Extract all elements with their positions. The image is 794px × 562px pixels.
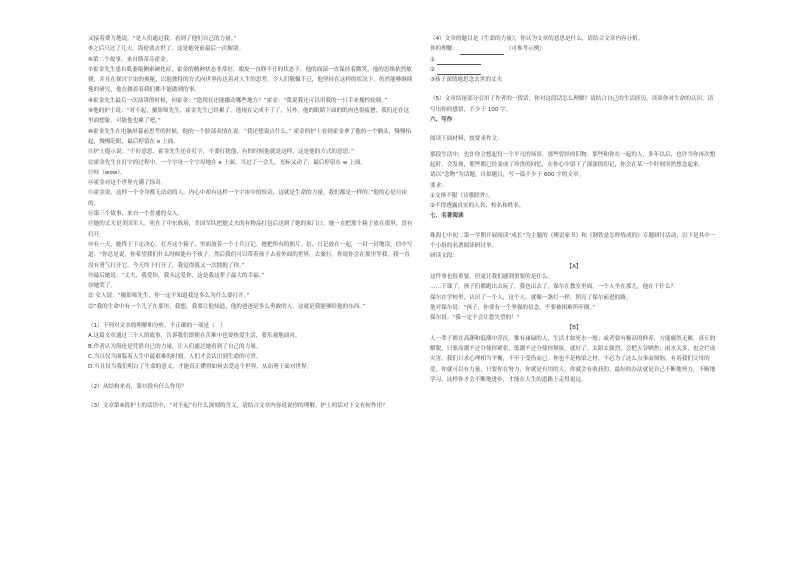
answer-blank: [437, 68, 481, 75]
passage-a-line: ……下课了，孩子们都跑出去玩了，我也出去了。保尔在教室里面，一个人坐在那儿，他在干什么？: [430, 284, 677, 291]
option-c: C.当且仅当面临着人生中最艰难的时刻，人们才会认识到生命的可贵。: [88, 353, 262, 360]
writing-prompt-intro: 阅读下面材料，按要求作文：: [430, 136, 503, 143]
paragraph: ⑬哇（wow）。: [88, 169, 126, 176]
paragraph: ㉒“我的生命中有一个儿子在那里，我想，我要让他知道，他的爸爸是多么勇敢的人，这就是我能够给他的东西。”: [88, 303, 366, 310]
paragraph: ⑭霍金对这个世界充满了惊奇。: [88, 180, 167, 187]
paragraph: ⑳她哭了。: [88, 283, 116, 290]
paragraph: ㉑ 女人说：“摄影师先生，你一定不知道我是多么为什么要打开。”: [88, 293, 250, 300]
writing-prompt-requirement: 请以“念物”为话题，自拟题目，写一篇不少于 600 字的文章。: [430, 172, 585, 179]
option-b: B.作者认为海伦是凭借自己的力量，让人们通过她看到了自己的力量。: [88, 343, 262, 350]
answer-blank: [437, 58, 481, 65]
section-writing-title: 六、写作: [430, 117, 453, 124]
option-a: A.这篇文章通过三个人的故事，告诉我们即便在苦难中也要热爱生活，要乐观地面对。: [88, 333, 301, 340]
passage-a-line: 保尔说：“我一定不会让您失望的！”: [430, 315, 520, 322]
paragraph: ⑦霍金先生患有肌萎缩侧索硬化症，霍金的精神状态非常好，眼皮一直睁不开的状态下，他的面部一直保持着微笑，他的思维依然敏捷，并且在探讨宇宙的奥秘，以他独特的方式向世界传达着对人生的思考，令人们敬佩不已，他坚持在这样的状况下，仍然能够继续他的研究，他在做着着我们都不能做到的事。: [88, 66, 413, 94]
passage-a-label: 【A】: [566, 263, 582, 270]
answer-line: [430, 44, 718, 54]
writing-prompt-text: 那段生活中，也许你会想起每一个平凡的场景，那些曾经的旧物、那些和你在一起的人，多年以后，也许当你再次想起时，会发现，那些都已经变成了珍贵的回忆，在你心中留下了深深的印记，你会在某一个时刻突然想念起来。: [430, 151, 716, 168]
answer-item: ③孩子深情地思念去世的丈夫: [430, 77, 503, 84]
requirement-item: ①文体不限（诗歌除外）。: [430, 192, 494, 199]
paragraph: ⑮霍金说，这样一个全身都无法动的人，内心中却有这样一个宇宙中的惊奇，这就是生命的力量，我们都是一样的。”他的心是自由的。: [88, 190, 407, 207]
answer-note: （可参考示例）: [505, 46, 545, 53]
left-column: [88, 34, 414, 411]
paragraph: ⑰她的丈夫是美国军人，死在了中东战场，美国军队把她丈夫的有物品打包后送到了她的家门口，她一直把那个箱子放在那里，没有打开。: [88, 221, 413, 238]
question-1: （1）下列对文章的理解和分析，不正确的一项是（ ）: [88, 323, 226, 330]
section-reading-title: 七、名著阅读: [430, 213, 464, 220]
passage-b-text: 人一辈子都在高潮和低潮中浮沉，惟有庸碌的人，生活才如死水一般；或者要有极高的修养，方能廓然无累，真正的解脱。只要高潮不过分使你紧张，低潮不过分使你颓废，就好了。太阳太强烈，会把五谷晒焦；雨水太多，也会烂成灾害。我们只求心理相当平衡，不至于受伤而已。你也不是栋梁之材，不必为了这么点事而烦恼，有着我们父母的爱，你就可以有力量，只要你在努力，你就是有用的人，你就会有收获的。最好的办法就是自己不断地努力，不断地学习，这样你才会不断地进步，才能在人生的道路上走得更远。: [430, 335, 716, 383]
reading-subtitle: 研读文段：: [430, 253, 458, 260]
paragraph: ⑫霍金先生在打字的过程中，一个字母一个字母地在 e 上面，当过了一会儿，光标又动了，最后停留在 w 上面。: [88, 159, 367, 166]
question-4: （4）文章的题目是《生命的力量》，你认为文章的意思是什么，请结合文章内容分析。: [430, 36, 644, 42]
paragraph: ⑩霍金先生在电脑屏幕前思考的时候，他的一个脸部表情在说：“我还想说点什么，” 霍金的护士看到霍金拿了他的一个额头，慢慢抬起，慢慢眨眼，最后停留在 e 上面。: [88, 128, 412, 145]
answer-item: ①: [430, 55, 718, 65]
paragraph: ⑥第二个故事，来自斯蒂芬霍金。: [88, 56, 172, 63]
passage-b-label: 【B】: [566, 325, 582, 332]
passage-a-line: 他对保尔说：“孩子，你要有一个坚强的信念，不要被困难所吓倒。”: [430, 304, 596, 311]
question-3: （3）文章第⑨段护士的话语中，“对不起”有什么深刻的含义，请结合文章内容说说你的理解。护士的话对下文有何作用？: [88, 402, 388, 409]
question-5: （5）文章结尾部分引用了作者的一段话，你对这段话怎么理解？请结合自己的生活经历，谈谈你对生命的认识。请写出你的感悟，不少于 100 字。: [430, 96, 714, 113]
question-2: （2）从结构来看，第⑬段有什么作用？: [88, 383, 187, 390]
answer-label: 你的理解：: [430, 46, 458, 53]
option-d: D.当且仅当我们明白了生命的意义，才能真正懂得如何去爱这个世界，从而勇于面对世界。: [88, 364, 313, 371]
paragraph: ⑪护士提示说：“不好意思，霍金先生还在打字，不要打扰他，有的时候他就是这样，这是他的方式的意思。”: [88, 149, 354, 156]
requirements-title: 要求：: [430, 182, 447, 189]
requirement-item: ②不得透露真实的人名、校名和姓名。: [430, 203, 525, 210]
answer-item: ②: [430, 65, 718, 75]
paragraph: ⑤之后只过了几天，海伦就去世了。这是她死前最后一次握别。: [88, 46, 245, 53]
paragraph: 又接着费力地说，“是人们通过我，看到了他们自己的力量。”: [88, 36, 237, 42]
paragraph: ⑱有一天，她终于下定决心，打开这个箱子，里面放着一个士兵日记。她把所有的照片、信、日记放在一起，一封一封地读，信中写道：“你总是说，你希望我们什么时候能有个孩子，然后我们可以带着孩子去看外面的世界，去旅行，你说你会在那里等我，我一直没有勇气打开它，今天终于打开了，我觉得我又一次拥抱了你。”: [88, 241, 413, 269]
paragraph: ⑧霍金先生最后一次演讲的时候，问霍金：“您现在还能挪动哪些地方？”霍金：“我说我还可以用我的一只手来操控轮椅。”: [88, 97, 388, 104]
paragraph: ⑨他的护士说：“对不起，摄影师先生，霍金先生已经累了，他现在完成不了了，另外，他的眼睛下面的肌肉也很疲惫，我们还在这里面想象，可能他也累了吧。”: [88, 108, 410, 125]
passage-a-line: 这件事也很重要，但更让我们感到重要的是什么。: [430, 273, 554, 280]
answer-blank: [460, 48, 504, 55]
right-column: [430, 34, 718, 385]
passage-a-line: 保尔在学校里，认识了一个人，这个人，就像一盏灯一样，照亮了保尔前进的路。: [430, 294, 632, 301]
reading-intro: 珠海七中初二第一学期开展阅读“成长”为主题的《傅雷家书》和《钢铁是怎样炼成的》专题研讨活动，以下是其中一个小组的名著阅读研讨单。: [430, 232, 716, 250]
paragraph: ⑲最后她说：“丈夫，我爱你，我永远爱你，这是我这辈子最大的幸福。”: [88, 272, 265, 279]
paragraph: ⑯第三个故事，来自一个普通的女人。: [88, 211, 184, 218]
